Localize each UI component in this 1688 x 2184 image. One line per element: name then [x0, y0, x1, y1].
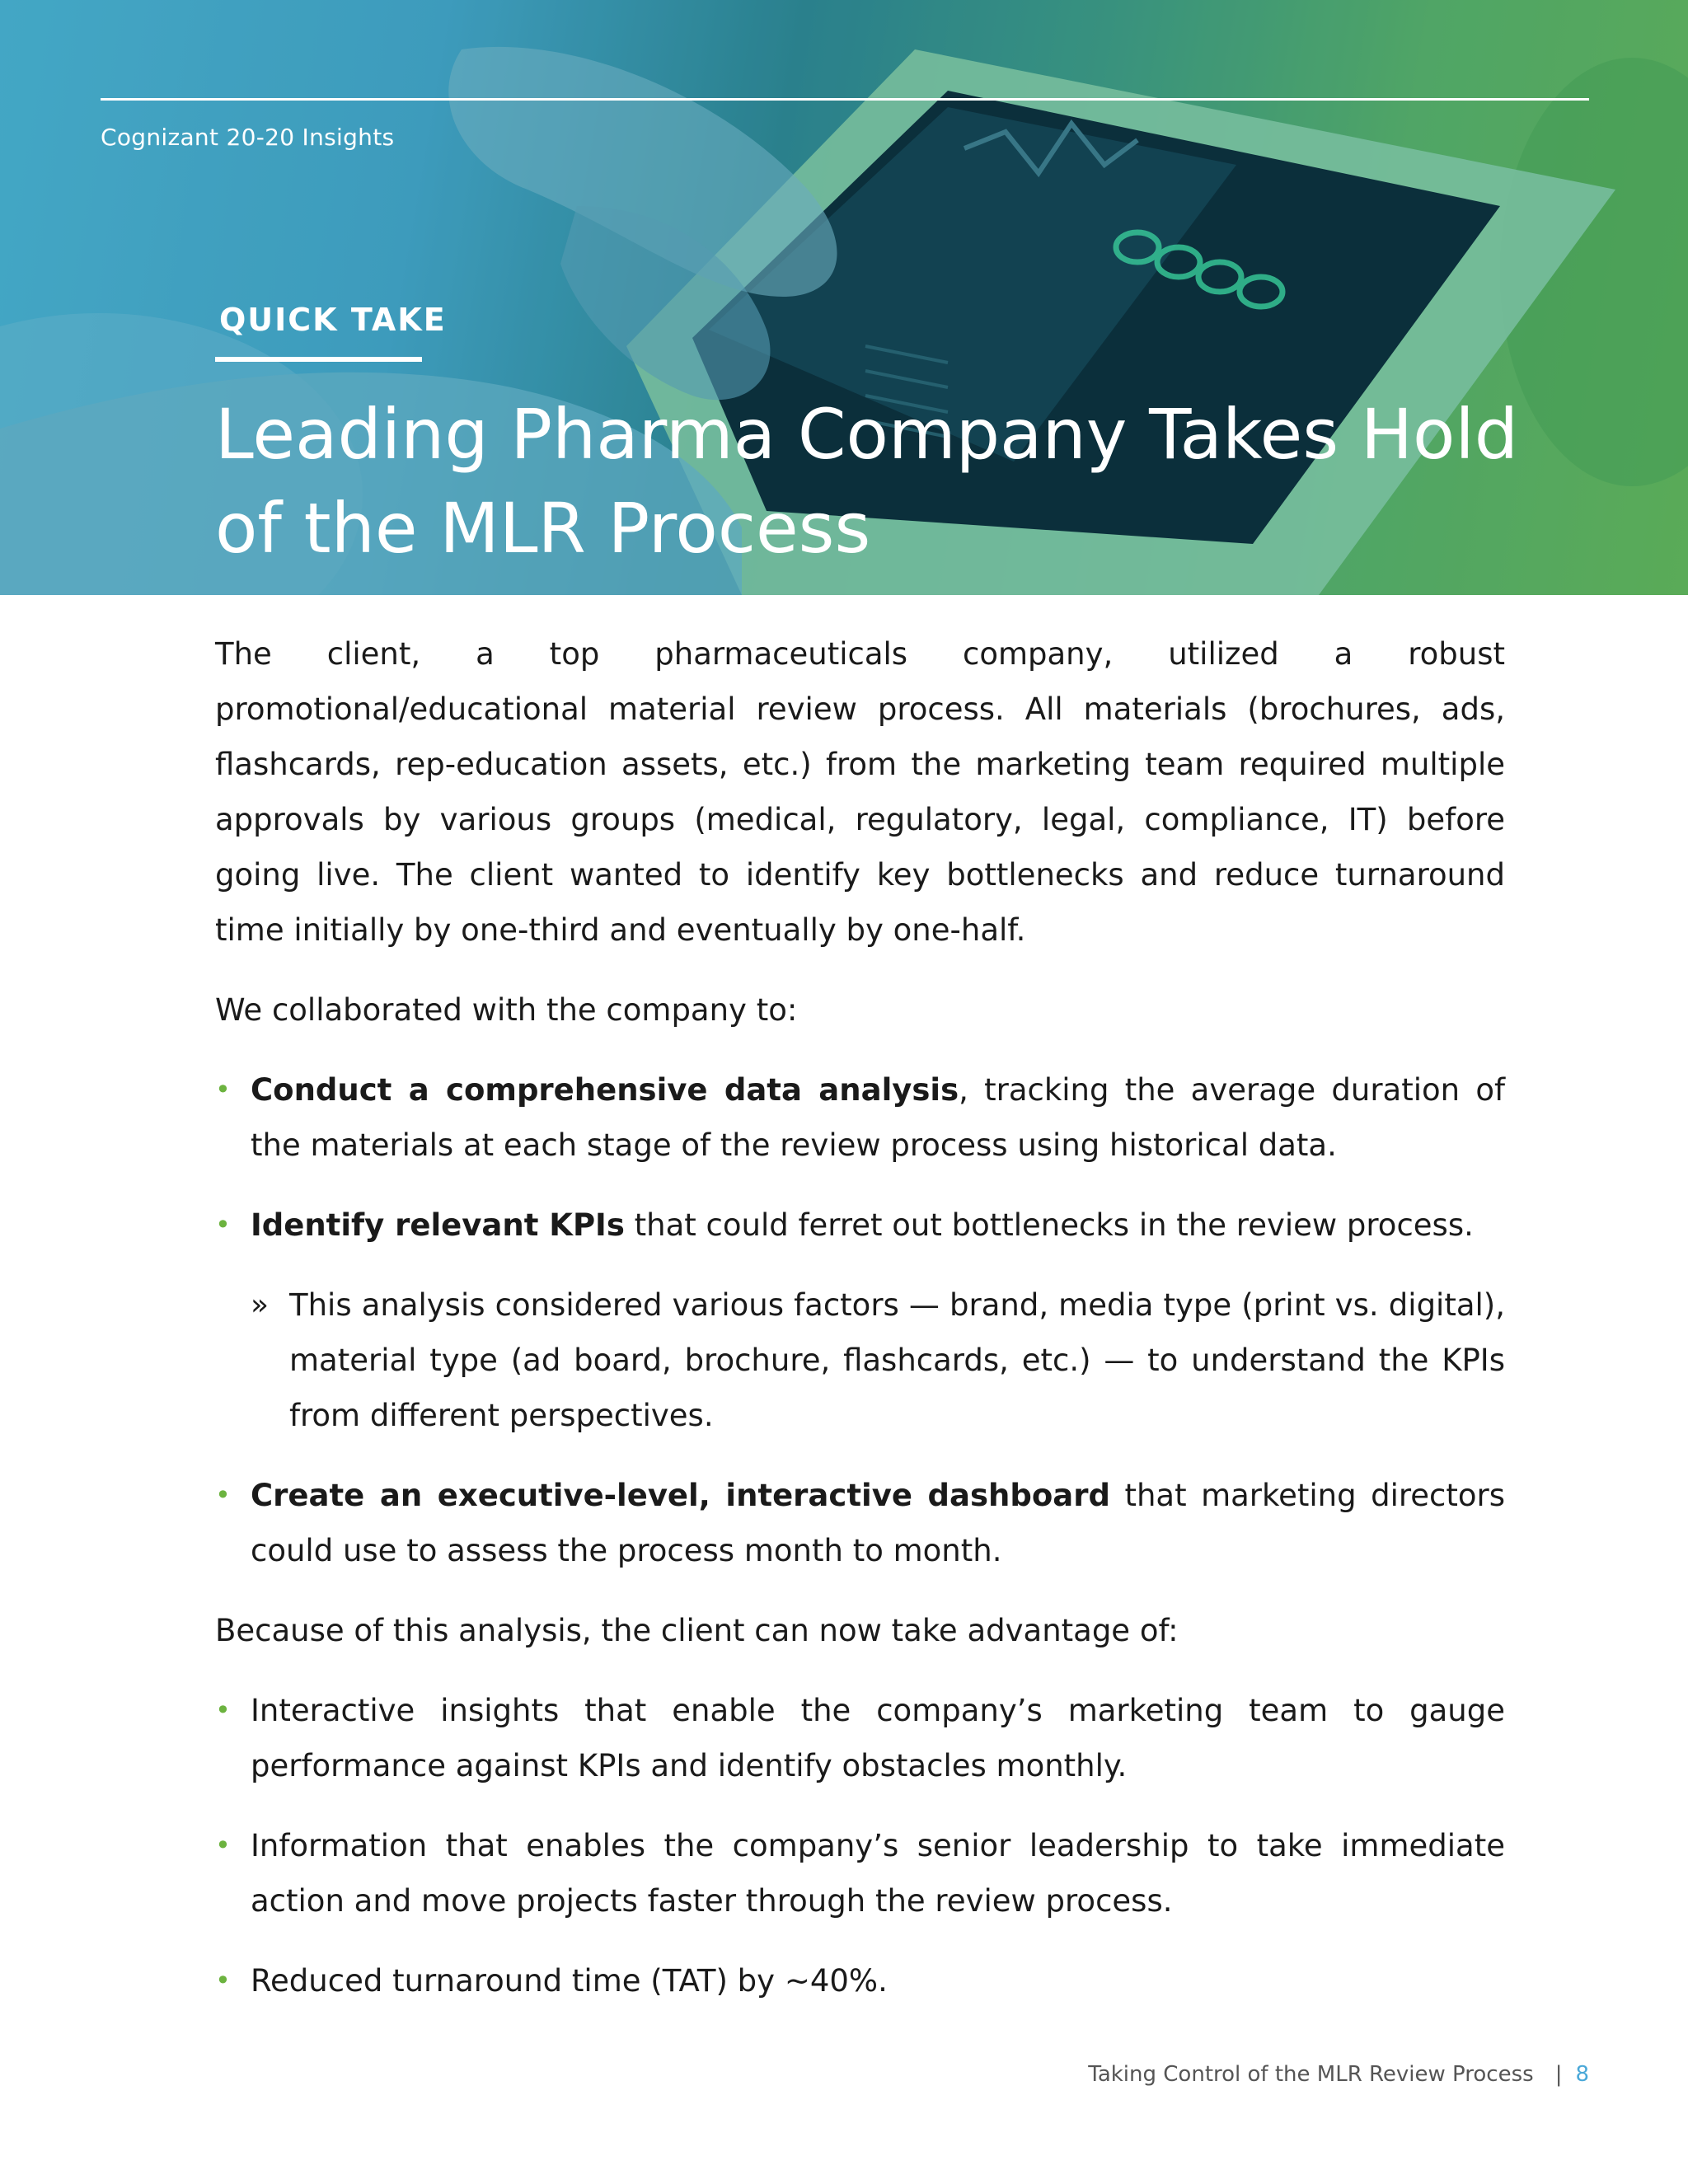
action-item-1-text: , tracking the average duration of the materials at each stage of the review process using historical data.	[251, 1072, 1505, 1163]
action-item-3-bold: Create an executive-level, interactive dashboard	[251, 1478, 1110, 1513]
hero-banner	[0, 0, 1688, 595]
title-line-1: Leading Pharma Company Takes Hold	[215, 394, 1519, 475]
action-item-2-text: that could ferret out bottlenecks in the review process.	[624, 1207, 1474, 1243]
intro-paragraph: The client, a top pharmaceuticals company, utilized a robust promotional/educational material review process. All materials (brochures, ads, flashcards, rep-education assets, etc.) from the marketing team required multiple approvals by various groups (medical, regulatory, legal, compliance, IT) before going live. The client wanted to identify key bottlenecks and reduce turnaround time initially by one-third and eventually by one-half.	[215, 636, 1505, 948]
action-item-1	[215, 1062, 1505, 1173]
action-item-1-bold: Conduct a comprehensive data analysis	[251, 1072, 959, 1108]
result-item-2: • Information that enables the company’s senior leadership to take immediate action and move projects faster through the review process.	[215, 1818, 1505, 1929]
article-body	[215, 626, 1505, 2033]
actions-list	[215, 1062, 1505, 1578]
page-title	[215, 387, 1616, 575]
page-number: 8	[1575, 2062, 1589, 2087]
results-list	[215, 1683, 1505, 2008]
section-kicker: QUICK TAKE	[219, 302, 447, 338]
action-item-2	[215, 1197, 1505, 1253]
result-item-1: • Interactive insights that enable the company’s marketing team to gauge performance against KPIs and identify obstacles monthly.	[215, 1683, 1505, 1793]
kicker-underline	[215, 357, 422, 362]
result-item-3: • Reduced turnaround time (TAT) by ~40%.	[215, 1953, 1505, 2008]
action-item-2-bold: Identify relevant KPIs	[251, 1207, 625, 1243]
header-rule	[101, 98, 1589, 101]
action-item-3-text: that marketing directors could use to assess the process month to month.	[251, 1478, 1505, 1568]
results-lead: Because of this analysis, the client can now take advantage of:	[215, 1613, 1179, 1648]
title-line-2: of the MLR Process	[215, 488, 871, 569]
action-item-3	[215, 1468, 1505, 1578]
page-footer	[1088, 2062, 1589, 2087]
footer-separator: |	[1554, 2062, 1563, 2087]
footer-doc-title: Taking Control of the MLR Review Process	[1088, 2062, 1534, 2087]
publication-label: Cognizant 20-20 Insights	[101, 124, 395, 151]
collaboration-lead: We collaborated with the company to:	[215, 992, 798, 1028]
action-sub-item: » This analysis considered various factors — brand, media type (print vs. digital), material type (ad board, brochure, flashcards, etc.) — to understand the KPIs from different perspectives.	[215, 1277, 1505, 1443]
